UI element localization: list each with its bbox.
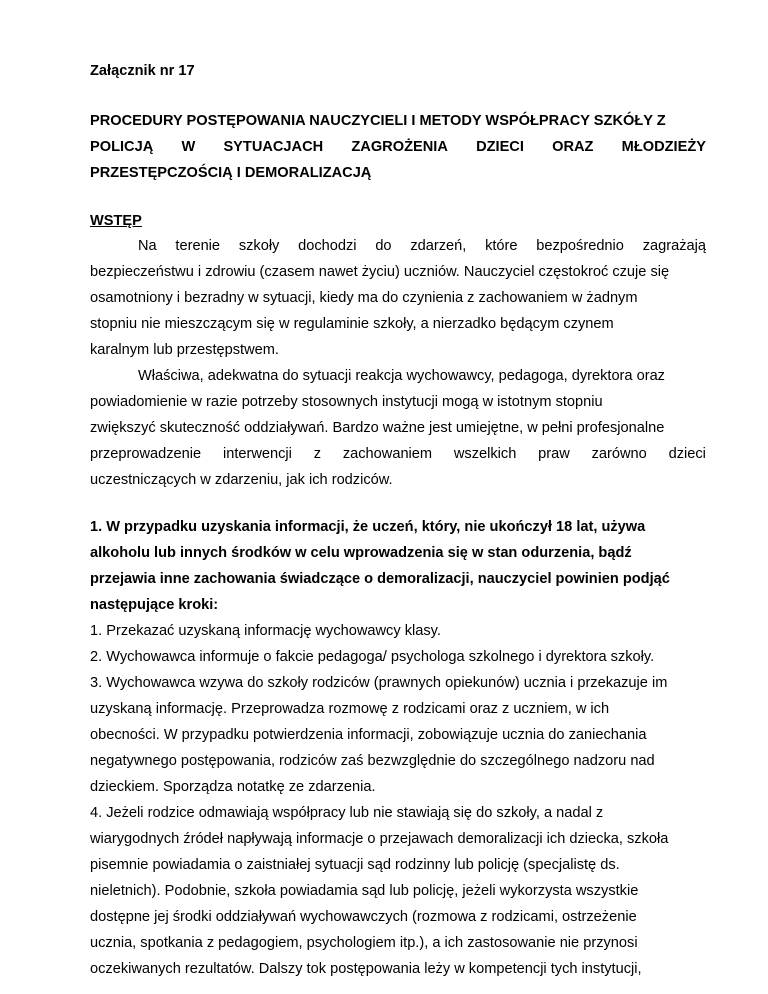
section1-heading-line-3: przejawia inne zachowania świadczące o demoralizacji, nauczyciel powinien podjąć	[90, 571, 670, 587]
word: interwencji	[222, 446, 292, 462]
section1-item-3-line-2: uzyskaną informację. Przeprowadza rozmowę z rodzicami oraz z uczniem, w ich	[90, 701, 610, 717]
section1-item-1: 1. Przekazać uzyskaną informację wychowawcy klasy.	[90, 623, 441, 639]
section1-item-4-line-5: dostępne jej środki oddziaływań wychowawczych (rozmowa z rodzicami, ostrzeżenie	[90, 909, 637, 925]
section1-item-4-line-1: 4. Jeżeli rodzice odmawiają współpracy lub nie stawiają się do szkoły, a nadal z	[90, 805, 604, 821]
word: zdarzeń,	[410, 238, 467, 254]
intro-p1-line-5: karalnym lub przestępstwem.	[90, 342, 279, 358]
word: terenie	[175, 238, 221, 254]
title-line-2	[90, 138, 706, 156]
title-line-1: PROCEDURY POSTĘPOWANIA NAUCZYCIELI I METODY WSPÓŁPRACY SZKÓŁY Z	[90, 113, 666, 129]
section1-item-3-line-4: negatywnego postępowania, rodziców zaś bezwzględnie do szczególnego nadzoru nad	[90, 753, 655, 769]
intro-p2-line-4	[90, 445, 706, 463]
word: dzieci	[668, 446, 706, 462]
section1-item-3-line-5: dzieckiem. Sporządza notatkę ze zdarzenia.	[90, 779, 376, 795]
title-word: ORAZ	[552, 139, 594, 155]
word: z	[313, 446, 322, 462]
annex-label: Załącznik nr 17	[90, 63, 195, 79]
title-line-3: PRZESTĘPCZOŚCIĄ I DEMORALIZACJĄ	[90, 165, 372, 181]
section1-item-4-line-2: wiarygodnych źródeł napływają informacje o przejawach demoralizacji ich dziecka, szkoła	[90, 831, 669, 847]
intro-heading: WSTĘP	[90, 213, 142, 229]
section1-item-4-line-7: oczekiwanych rezultatów. Dalszy tok postępowania leży w kompetencji tych instytucji,	[90, 961, 642, 977]
word: praw	[538, 446, 570, 462]
title-word: ZAGROŻENIA	[351, 139, 448, 155]
section1-heading-line-2: alkoholu lub innych środków w celu wprowadzenia się w stan odurzenia, bądź	[90, 545, 632, 561]
word: dochodzi	[298, 238, 357, 254]
intro-p2-line-5: uczestniczących w zdarzeniu, jak ich rodziców.	[90, 472, 393, 488]
word: do	[375, 238, 392, 254]
word: zagrażają	[642, 238, 706, 254]
intro-p2-line-3: zwiększyć skuteczność oddziaływań. Bardzo ważne jest umiejętne, w pełni profesjonalne	[90, 420, 665, 436]
section1-item-4-line-4: nieletnich). Podobnie, szkoła powiadamia sąd lub policję, jeżeli wykorzysta wszystkie	[90, 883, 639, 899]
word: przeprowadzenie	[90, 446, 202, 462]
title-word: MŁODZIEŻY	[621, 139, 706, 155]
section1-heading-line-1: 1. W przypadku uzyskania informacji, że uczeń, który, nie ukończył 18 lat, używa	[90, 519, 646, 535]
word: szkoły	[238, 238, 280, 254]
section1-item-4-line-6: ucznia, spotkania z pedagogiem, psychologiem itp.), a ich zastosowanie nie przynosi	[90, 935, 638, 951]
intro-p2-line-1: Właściwa, adekwatna do sytuacji reakcja wychowawcy, pedagoga, dyrektora oraz	[138, 368, 665, 384]
word: które	[485, 238, 518, 254]
title-word: DZIECI	[476, 139, 524, 155]
title-word: POLICJĄ	[90, 139, 154, 155]
section1-item-3-line-3: obecności. W przypadku potwierdzenia informacji, zobowiązuje ucznia do zaniechania	[90, 727, 647, 743]
intro-p1-line-4: stopniu nie mieszczącym się w regulaminie szkoły, a nierzadko będącym czynem	[90, 316, 614, 332]
section1-item-2: 2. Wychowawca informuje o fakcie pedagoga/ psychologa szkolnego i dyrektora szkoły.	[90, 649, 655, 665]
title-word: SYTUACJACH	[223, 139, 324, 155]
section1-heading-line-4: następujące kroki:	[90, 597, 219, 613]
section1-item-4-line-3: pisemnie powiadamia o zaistniałej sytuacji sąd rodzinny lub policję (specjalistę ds.	[90, 857, 620, 873]
section1-item-3-line-1: 3. Wychowawca wzywa do szkoły rodziców (prawnych opiekunów) ucznia i przekazuje im	[90, 675, 668, 691]
word: bezpośrednio	[536, 238, 624, 254]
intro-p1-line-3: osamotniony i bezradny w sytuacji, kiedy ma do czynienia z zachowaniem w żadnym	[90, 290, 638, 306]
word: zarówno	[591, 446, 647, 462]
word: Na	[138, 238, 157, 254]
title-word: W	[181, 139, 196, 155]
intro-p1-line-2: bezpieczeństwu i zdrowiu (czasem nawet życiu) uczniów. Nauczyciel częstokroć czuje się	[90, 264, 670, 280]
word: zachowaniem	[342, 446, 433, 462]
intro-p1-line-1	[90, 237, 706, 255]
intro-p2-line-2: powiadomienie w razie potrzeby stosownych instytucji mogą w istotnym stopniu	[90, 394, 603, 410]
word: wszelkich	[453, 446, 517, 462]
